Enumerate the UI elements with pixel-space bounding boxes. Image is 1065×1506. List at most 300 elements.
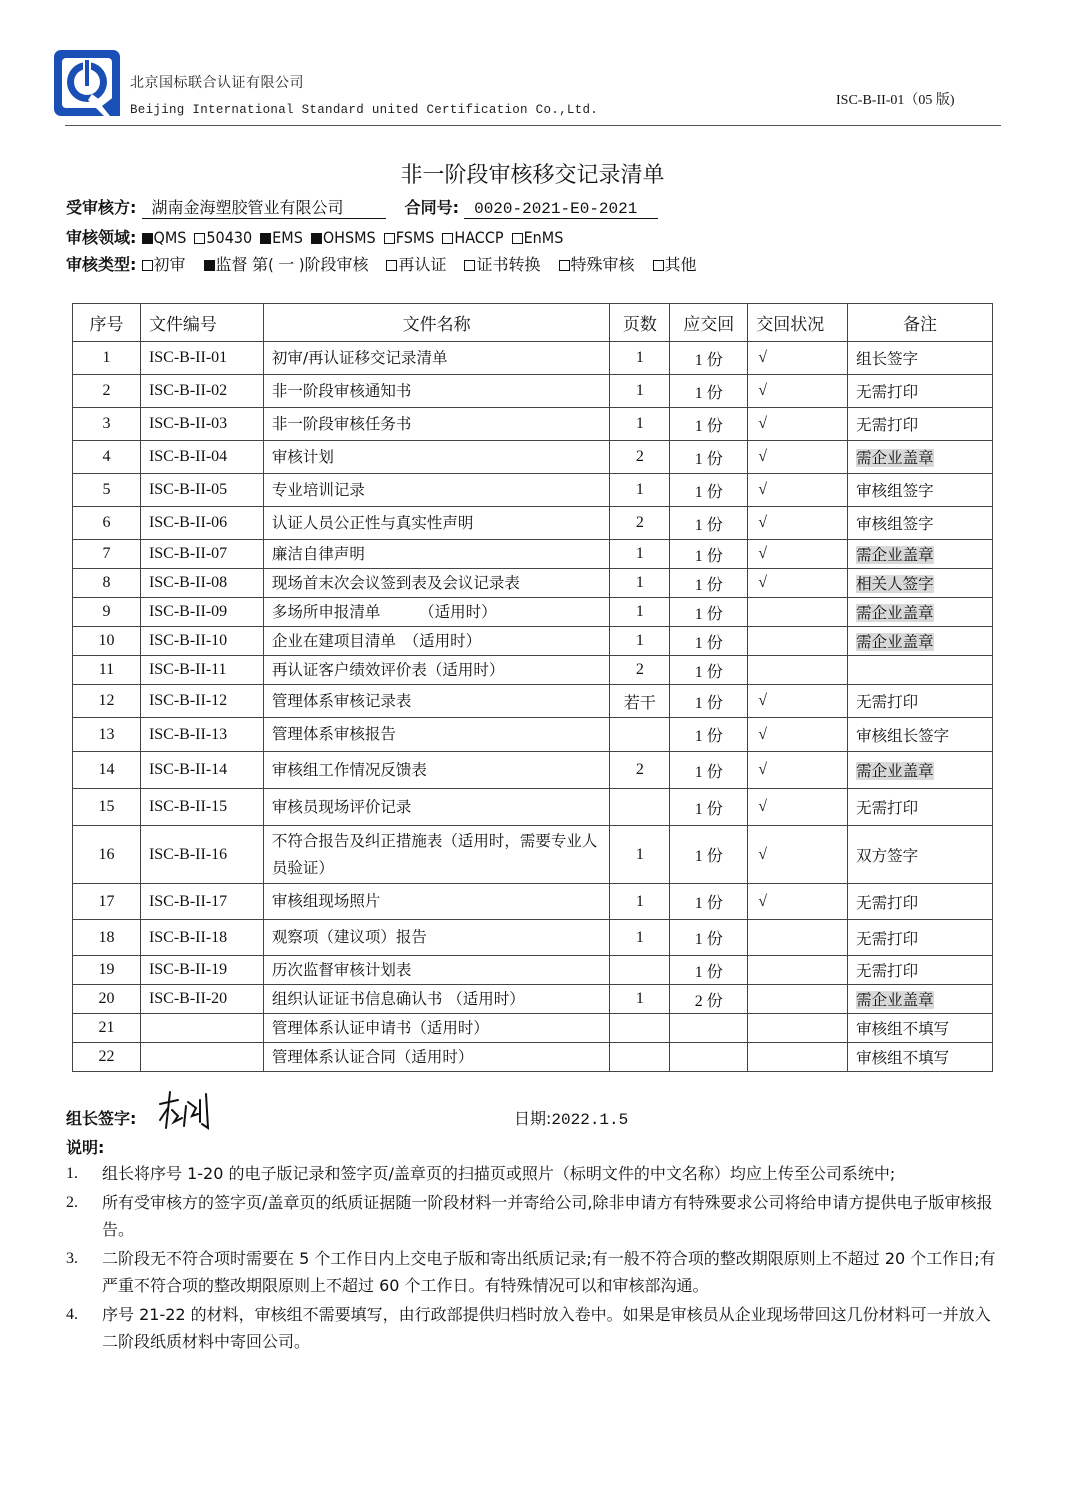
- audit-domain-line: [66, 225, 571, 248]
- page-title: 非一阶段审核移交记录清单: [400, 163, 665, 188]
- unchecked-box-icon[interactable]: [442, 233, 453, 244]
- remark: 相关人签字: [856, 575, 934, 593]
- table-row: [73, 956, 993, 985]
- remark: 审核组不填写: [856, 1049, 950, 1067]
- note-text: 序号 21-22 的材料，审核组不需要填写，由行政部提供归档时放入卷中。如果是审核员从企业现场带回这几份材料可一并放入二阶段纸质材料中寄回公司。: [102, 1305, 991, 1351]
- file-code: ISC-B-II-03: [148, 415, 228, 432]
- page-count-cell: [610, 718, 670, 752]
- type-option-label: 再认证: [398, 255, 447, 274]
- return-status: [756, 632, 758, 649]
- row-number: 10: [98, 632, 115, 649]
- row-number: 5: [102, 481, 111, 498]
- copies-due-cell: [670, 789, 748, 826]
- unchecked-box-icon[interactable]: [384, 233, 395, 244]
- type-option-label: 初审: [153, 255, 186, 274]
- remark: 需企业盖章: [856, 449, 934, 467]
- copies-due: 1 份: [694, 694, 723, 712]
- domain-option[interactable]: [260, 228, 303, 247]
- file-name: 管理体系审核记录表: [271, 691, 412, 710]
- file-code-cell: [140, 375, 263, 408]
- remark: 需企业盖章: [856, 762, 934, 780]
- file-code: ISC-B-II-05: [148, 481, 228, 498]
- file-name-cell: [263, 920, 610, 956]
- document-number: ISC-B-II-01（05 版): [836, 93, 955, 108]
- file-name-cell: [263, 985, 610, 1014]
- copies-due: 1 份: [694, 895, 723, 912]
- row-number-cell: [73, 342, 141, 375]
- row-number: 9: [102, 603, 111, 620]
- remark-cell: [848, 826, 993, 884]
- table-header-row: [73, 304, 993, 342]
- file-code: ISC-B-II-02: [148, 382, 228, 399]
- transfer-record-table: [72, 303, 993, 1072]
- domain-option[interactable]: [442, 228, 503, 247]
- row-number: 20: [98, 990, 115, 1007]
- domain-option[interactable]: [194, 228, 252, 247]
- page-count: 1: [635, 990, 644, 1007]
- remark: 审核组签字: [856, 515, 934, 533]
- header-divider: [65, 125, 1001, 126]
- file-name: 再认证客户绩效评价表（适用时）: [271, 660, 505, 679]
- row-number: 18: [98, 928, 115, 946]
- file-code: ISC-B-II-20: [148, 990, 228, 1007]
- copies-due-cell: [670, 884, 748, 920]
- copies-due: 1 份: [694, 417, 723, 435]
- copies-due-cell: [670, 718, 748, 752]
- remark-cell: [848, 375, 993, 408]
- file-name-cell: [263, 789, 610, 826]
- row-number: 11: [98, 661, 115, 678]
- file-name-cell: [263, 408, 610, 441]
- page-count-cell: [610, 375, 670, 408]
- return-status-cell: [748, 507, 848, 540]
- file-name: 廉洁自律声明: [271, 544, 365, 563]
- copies-due-cell: [670, 408, 748, 441]
- domain-option-label: FSMS: [395, 228, 435, 247]
- table-row: [73, 1043, 993, 1072]
- remark: 无需打印: [856, 962, 919, 980]
- page-count-cell: [610, 627, 670, 656]
- page-count-cell: [610, 985, 670, 1014]
- type-option[interactable]: [386, 255, 446, 274]
- return-status: √: [758, 349, 768, 366]
- unchecked-box-icon[interactable]: [194, 233, 205, 244]
- copies-due: 1 份: [694, 450, 723, 468]
- type-option[interactable]: [653, 255, 697, 274]
- return-status-cell: [748, 540, 848, 569]
- copies-due-cell: [670, 752, 748, 789]
- company-logo: [52, 48, 122, 118]
- unchecked-box-icon[interactable]: [512, 233, 523, 244]
- table-row: [73, 408, 993, 441]
- row-number: 7: [102, 545, 111, 562]
- page-count-cell: [610, 752, 670, 789]
- return-status: [756, 603, 758, 620]
- copies-due: 1 份: [694, 963, 723, 981]
- file-code: ISC-B-II-12: [148, 692, 228, 709]
- file-code-cell: [140, 540, 263, 569]
- row-number-cell: [73, 441, 141, 474]
- return-status: √: [758, 514, 768, 531]
- page-count-cell: [610, 920, 670, 956]
- auditee-line: [66, 195, 658, 219]
- remark: 需企业盖章: [856, 604, 934, 622]
- page-count: 1: [635, 603, 644, 620]
- note-number: 4.: [66, 1306, 78, 1323]
- copies-due-cell: [670, 1043, 748, 1072]
- note-text: 所有受审核方的签字页/盖章页的纸质证据随一阶段材料一并寄给公司,除非申请方有特殊要求公司将给申请方提供电子版审核报告。: [102, 1193, 993, 1239]
- file-code-cell: [140, 1043, 263, 1072]
- row-number: 4: [102, 448, 111, 465]
- row-number-cell: [73, 408, 141, 441]
- copies-due-cell: [670, 598, 748, 627]
- file-code: ISC-B-II-01: [148, 349, 228, 366]
- return-status: [756, 990, 758, 1007]
- return-status-cell: [748, 718, 848, 752]
- file-name-cell: [263, 1014, 610, 1043]
- col-header-copies: 应交回: [670, 304, 748, 342]
- remark: 审核组签字: [856, 482, 934, 500]
- return-status-cell: [748, 956, 848, 985]
- table-row: [73, 884, 993, 920]
- file-name-cell: [263, 685, 610, 718]
- domain-option-label: 50430: [206, 228, 253, 247]
- page-count: 1: [635, 481, 644, 498]
- file-name-cell: [263, 826, 610, 884]
- remark: 无需打印: [856, 416, 919, 434]
- remark: 无需打印: [856, 383, 919, 401]
- copies-due-cell: [670, 656, 748, 685]
- date-line: [514, 1106, 628, 1129]
- file-name: 不符合报告及纠正措施表（适用时，需要专业人员验证）: [271, 831, 598, 877]
- page-count-cell: [610, 956, 670, 985]
- page-count-cell: [610, 884, 670, 920]
- copies-due: 1 份: [694, 351, 723, 369]
- return-status: √: [758, 798, 768, 815]
- return-status: √: [758, 892, 768, 910]
- company-name-cn: 北京国标联合认证有限公司: [130, 75, 304, 91]
- file-name: 历次监督审核计划表: [271, 960, 412, 979]
- copies-due: 1 份: [694, 663, 723, 681]
- col-header-code: 文件编号: [140, 304, 263, 342]
- file-name: 管理体系审核报告: [271, 725, 396, 743]
- file-code-cell: [140, 956, 263, 985]
- return-status-cell: [748, 656, 848, 685]
- file-code: ISC-B-II-18: [148, 928, 228, 946]
- remark-cell: [848, 956, 993, 985]
- file-name-cell: [263, 441, 610, 474]
- notes-list: [66, 1160, 1006, 1357]
- domain-option[interactable]: [311, 228, 376, 247]
- page-count: 2: [635, 761, 644, 778]
- domain-option-label: QMS: [153, 228, 187, 247]
- file-code-cell: [140, 627, 263, 656]
- copies-due-cell: [670, 920, 748, 956]
- row-number: 16: [98, 845, 115, 863]
- domain-option[interactable]: [142, 228, 187, 247]
- file-name: 审核计划: [271, 447, 334, 466]
- checked-box-icon[interactable]: [311, 233, 322, 244]
- page-count-cell: [610, 474, 670, 507]
- return-status-cell: [748, 408, 848, 441]
- page-count: 2: [635, 448, 644, 465]
- file-name-cell: [263, 718, 610, 752]
- file-name-cell: [263, 752, 610, 789]
- row-number-cell: [73, 375, 141, 408]
- copies-due-cell: [670, 956, 748, 985]
- row-number: 21: [98, 1019, 115, 1036]
- return-status: √: [758, 692, 768, 709]
- return-status-cell: [748, 884, 848, 920]
- row-number: 17: [98, 892, 115, 910]
- file-name-cell: [263, 656, 610, 685]
- file-code-cell: [140, 884, 263, 920]
- note-item: [66, 1189, 1006, 1243]
- col-header-no: 序号: [73, 304, 141, 342]
- unchecked-box-icon[interactable]: [386, 260, 397, 271]
- file-name: 企业在建项目清单 （适用时）: [271, 631, 482, 650]
- page-count: 1: [635, 382, 644, 399]
- page-count-cell: [610, 569, 670, 598]
- page-count: 1: [635, 545, 644, 562]
- return-status: √: [758, 574, 768, 591]
- row-number-cell: [73, 718, 141, 752]
- copies-due: 2 份: [694, 992, 723, 1010]
- file-code: ISC-B-II-06: [148, 514, 228, 531]
- copies-due: 1 份: [694, 634, 723, 652]
- table-row: [73, 789, 993, 826]
- file-code: ISC-B-II-09: [148, 603, 228, 620]
- remark: 无需打印: [856, 893, 919, 912]
- contract-value: 0020-2021-E0-2021: [464, 200, 658, 219]
- page-count: 2: [635, 661, 644, 678]
- file-code-cell: [140, 441, 263, 474]
- unchecked-box-icon[interactable]: [142, 260, 153, 271]
- type-option[interactable]: [559, 255, 635, 274]
- checked-box-icon[interactable]: [204, 260, 215, 271]
- file-name-cell: [263, 956, 610, 985]
- return-status: √: [758, 382, 768, 399]
- file-name-cell: [263, 1043, 610, 1072]
- file-name: 多场所申报清单 （适用时）: [271, 602, 497, 621]
- copies-due: 1 份: [694, 800, 723, 818]
- domain-option-label: EMS: [272, 228, 303, 247]
- row-number-cell: [73, 884, 141, 920]
- return-status-cell: [748, 342, 848, 375]
- row-number-cell: [73, 474, 141, 507]
- return-status: √: [758, 545, 768, 562]
- row-number: 8: [102, 574, 111, 591]
- remark: 需企业盖章: [856, 633, 934, 651]
- copies-due: 1 份: [694, 576, 723, 594]
- type-label: 审核类型:: [66, 255, 137, 274]
- page-count-cell: [610, 408, 670, 441]
- page-count-cell: [610, 441, 670, 474]
- page-count: 2: [635, 514, 644, 531]
- remark-cell: [848, 627, 993, 656]
- file-name: 现场首末次会议签到表及会议记录表: [271, 573, 520, 592]
- file-code: ISC-B-II-14: [148, 761, 228, 778]
- domain-option-label: EnMS: [523, 228, 564, 247]
- note-text: 组长将序号 1-20 的电子版记录和签字页/盖章页的扫描页或照片（标明文件的中文名称）均应上传至公司系统中;: [102, 1164, 896, 1183]
- remark: 需企业盖章: [856, 546, 934, 564]
- file-name: 审核员现场评价记录: [271, 797, 412, 816]
- unchecked-box-icon[interactable]: [464, 260, 475, 271]
- file-name-cell: [263, 342, 610, 375]
- page-count-cell: [610, 789, 670, 826]
- copies-due-cell: [670, 985, 748, 1014]
- company-name-en: Beijing International Standard united Certification Co.,Ltd.: [130, 103, 599, 117]
- file-code: ISC-B-II-07: [148, 545, 228, 562]
- type-option[interactable]: [142, 255, 186, 274]
- file-code: ISC-B-II-13: [148, 725, 228, 743]
- return-status-cell: [748, 598, 848, 627]
- col-header-name: 文件名称: [263, 304, 610, 342]
- file-name: 初审/再认证移交记录清单: [271, 348, 448, 367]
- file-name: 非一阶段审核通知书: [271, 381, 412, 400]
- page-count-cell: [610, 656, 670, 685]
- note-item: [66, 1301, 1006, 1355]
- table-row: [73, 342, 993, 375]
- row-number: 6: [102, 514, 111, 531]
- row-number: 22: [98, 1048, 115, 1065]
- return-status-cell: [748, 474, 848, 507]
- type-option-label: 特殊审核: [570, 255, 635, 274]
- row-number-cell: [73, 789, 141, 826]
- copies-due-cell: [670, 342, 748, 375]
- page-count-cell: [610, 507, 670, 540]
- file-name-cell: [263, 884, 610, 920]
- return-status-cell: [748, 826, 848, 884]
- page-count-cell: [610, 826, 670, 884]
- file-code-cell: [140, 920, 263, 956]
- return-status: [756, 929, 758, 946]
- file-code-cell: [140, 408, 263, 441]
- checked-box-icon[interactable]: [142, 233, 153, 244]
- return-status-cell: [748, 985, 848, 1014]
- file-name-cell: [263, 474, 610, 507]
- file-name-cell: [263, 375, 610, 408]
- file-code: ISC-B-II-15: [148, 798, 228, 815]
- remark-cell: [848, 789, 993, 826]
- row-number-cell: [73, 1014, 141, 1043]
- page-count: 1: [635, 574, 644, 591]
- table-row: [73, 920, 993, 956]
- domain-label: 审核领域:: [66, 228, 137, 247]
- return-status-cell: [748, 1014, 848, 1043]
- table-row: [73, 507, 993, 540]
- page-count: 1: [635, 928, 644, 946]
- copies-due-cell: [670, 1014, 748, 1043]
- page-count: 1: [635, 349, 644, 366]
- page-count-cell: [610, 1043, 670, 1072]
- remark-cell: [848, 540, 993, 569]
- table-row: [73, 441, 993, 474]
- table-row: [73, 540, 993, 569]
- type-option-label: 监督 第( 一 )阶段审核: [215, 255, 369, 274]
- remark: 无需打印: [856, 693, 919, 711]
- copies-due-cell: [670, 685, 748, 718]
- row-number: 3: [102, 415, 111, 432]
- remark-cell: [848, 598, 993, 627]
- remark-cell: [848, 1014, 993, 1043]
- return-status: √: [758, 481, 768, 498]
- file-name-cell: [263, 598, 610, 627]
- domain-option[interactable]: [512, 228, 564, 247]
- note-item: [66, 1245, 1006, 1299]
- copies-due-cell: [670, 569, 748, 598]
- auditee-value: 湖南金海塑胶管业有限公司: [142, 195, 386, 219]
- file-name-cell: [263, 569, 610, 598]
- table-row: [73, 474, 993, 507]
- return-status: [756, 1048, 758, 1065]
- type-option-label: 其他: [664, 255, 697, 274]
- row-number-cell: [73, 826, 141, 884]
- remark-cell: [848, 441, 993, 474]
- note-number: 1.: [66, 1165, 78, 1182]
- copies-due-cell: [670, 540, 748, 569]
- unchecked-box-icon[interactable]: [559, 260, 570, 271]
- domain-option[interactable]: [384, 228, 435, 247]
- note-item: [66, 1160, 1006, 1187]
- copies-due: 1 份: [694, 848, 723, 865]
- domain-option-label: OHSMS: [322, 228, 376, 247]
- audit-type-line: [66, 252, 715, 275]
- file-code-cell: [140, 656, 263, 685]
- return-status: √: [758, 845, 768, 863]
- remark-cell: [848, 685, 993, 718]
- copies-due: 1 份: [694, 763, 723, 781]
- copies-due: 1 份: [694, 605, 723, 623]
- return-status: √: [758, 415, 768, 432]
- col-header-status: 交回状况: [748, 304, 848, 342]
- table-row: [73, 718, 993, 752]
- col-header-pages: 页数: [610, 304, 670, 342]
- copies-due: 1 份: [694, 516, 723, 534]
- type-option[interactable]: [204, 255, 369, 274]
- page-count: 若干: [623, 694, 656, 712]
- page-count-cell: [610, 342, 670, 375]
- file-code-cell: [140, 826, 263, 884]
- checked-box-icon[interactable]: [260, 233, 271, 244]
- type-option[interactable]: [464, 255, 540, 274]
- copies-due: 1 份: [694, 728, 723, 745]
- remark-cell: [848, 507, 993, 540]
- file-code-cell: [140, 985, 263, 1014]
- file-code: ISC-B-II-10: [148, 632, 228, 649]
- file-code-cell: [140, 474, 263, 507]
- row-number: 19: [98, 961, 115, 978]
- page-count: 1: [635, 415, 644, 432]
- remark: 组长签字: [856, 350, 919, 368]
- unchecked-box-icon[interactable]: [653, 260, 664, 271]
- file-name: 管理体系认证合同（适用时）: [271, 1047, 474, 1066]
- col-header-remark: 备注: [848, 304, 993, 342]
- note-number: 3.: [66, 1250, 78, 1267]
- copies-due-cell: [670, 627, 748, 656]
- remark-cell: [848, 408, 993, 441]
- return-status: [756, 661, 758, 678]
- file-name-cell: [263, 627, 610, 656]
- remark: 审核组长签字: [856, 726, 950, 745]
- remark-cell: [848, 752, 993, 789]
- row-number-cell: [73, 985, 141, 1014]
- return-status-cell: [748, 685, 848, 718]
- copies-due: 1 份: [694, 547, 723, 565]
- return-status-cell: [748, 441, 848, 474]
- table-row: [73, 985, 993, 1014]
- file-name: 非一阶段审核任务书: [271, 414, 412, 433]
